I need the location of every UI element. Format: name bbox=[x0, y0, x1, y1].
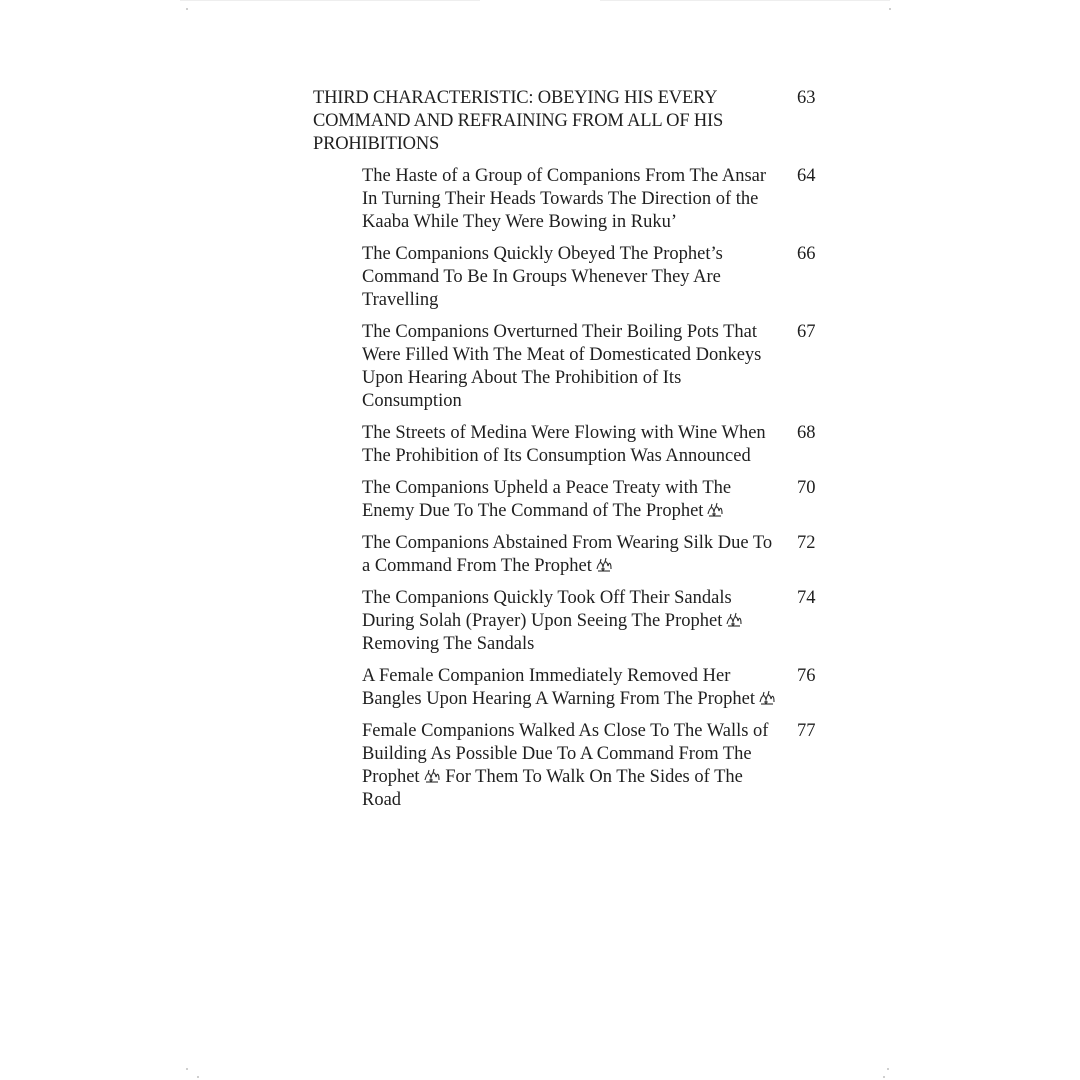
honorific-icon bbox=[758, 690, 776, 706]
honorific-icon bbox=[595, 557, 613, 573]
toc-entry bbox=[362, 532, 833, 578]
toc-entry-title: A Female Companion Immediately Removed Her Bangles Upon Hearing A Warning From The Prophet bbox=[362, 666, 755, 709]
toc-entry bbox=[362, 665, 833, 711]
toc-entry-title: Female Companions Walked As Close To The Walls of Building As Possible Due To A Command From The Prophet bbox=[362, 721, 769, 787]
toc-page-number: 74 bbox=[797, 588, 816, 608]
toc-entry bbox=[362, 321, 833, 413]
honorific-icon bbox=[706, 502, 724, 518]
toc-entry-title-wrap bbox=[362, 720, 782, 812]
toc-entry bbox=[362, 720, 833, 812]
toc-entry-title: Removing The Sandals bbox=[362, 634, 535, 654]
crop-mark bbox=[889, 8, 891, 10]
toc-page-number: 67 bbox=[797, 322, 816, 342]
toc-page-number: 76 bbox=[797, 666, 816, 686]
toc-entry-title-wrap bbox=[362, 665, 782, 711]
toc-page-number: 77 bbox=[797, 721, 816, 741]
toc-section-heading bbox=[313, 87, 833, 156]
crop-mark bbox=[600, 0, 890, 1]
toc-heading-title: THIRD CHARACTERISTIC: OBEYING HIS EVERY COMMAND AND REFRAINING FROM ALL OF HIS PROHIBITIONS bbox=[313, 88, 724, 154]
toc-entry bbox=[362, 587, 833, 656]
toc-entry bbox=[362, 165, 833, 234]
toc-entry-title: The Companions Overturned Their Boiling Pots That Were Filled With The Meat of Domesticated Donkeys Upon Hearing About The Prohibition of Its Consumption bbox=[362, 322, 762, 411]
toc-entry-title-wrap bbox=[362, 532, 782, 578]
crop-mark bbox=[883, 1076, 885, 1078]
crop-mark bbox=[186, 8, 188, 10]
toc-entry-title: The Companions Upheld a Peace Treaty with The Enemy Due To The Command of The Prophet bbox=[362, 478, 732, 521]
toc-entry-title: The Companions Quickly Took Off Their Sandals During Solah (Prayer) Upon Seeing The Prophet bbox=[362, 588, 732, 631]
toc-entry bbox=[362, 243, 833, 312]
toc-page-number: 72 bbox=[797, 533, 816, 553]
toc-page-number: 70 bbox=[797, 478, 816, 498]
toc-page-number: 64 bbox=[797, 166, 816, 186]
table-of-contents bbox=[313, 87, 833, 821]
crop-mark bbox=[887, 1068, 889, 1070]
toc-entry bbox=[362, 477, 833, 523]
crop-mark bbox=[186, 1068, 188, 1070]
toc-entry bbox=[362, 422, 833, 468]
toc-page-number: 66 bbox=[797, 244, 816, 264]
crop-mark bbox=[180, 0, 480, 1]
toc-entry-title-wrap bbox=[362, 587, 782, 656]
honorific-icon bbox=[725, 612, 743, 628]
crop-mark bbox=[197, 1076, 199, 1078]
toc-entry-title: For Them To Walk On The Sides of The Road bbox=[362, 767, 743, 810]
toc-entry-title: The Companions Abstained From Wearing Silk Due To a Command From The Prophet bbox=[362, 533, 773, 576]
toc-entry-title: The Companions Quickly Obeyed The Prophet’s Command To Be In Groups Whenever They Are Travelling bbox=[362, 244, 723, 310]
toc-entry-title: The Haste of a Group of Companions From The Ansar In Turning Their Heads Towards The Direction of the Kaaba While They Were Bowing in Ruku’ bbox=[362, 166, 767, 232]
toc-entry-title-wrap bbox=[362, 477, 782, 523]
honorific-icon bbox=[423, 768, 441, 784]
toc-entry-title: The Streets of Medina Were Flowing with Wine When The Prohibition of Its Consumption Was Announced bbox=[362, 423, 766, 466]
toc-page-number: 68 bbox=[797, 423, 816, 443]
toc-page-number: 63 bbox=[797, 88, 816, 108]
